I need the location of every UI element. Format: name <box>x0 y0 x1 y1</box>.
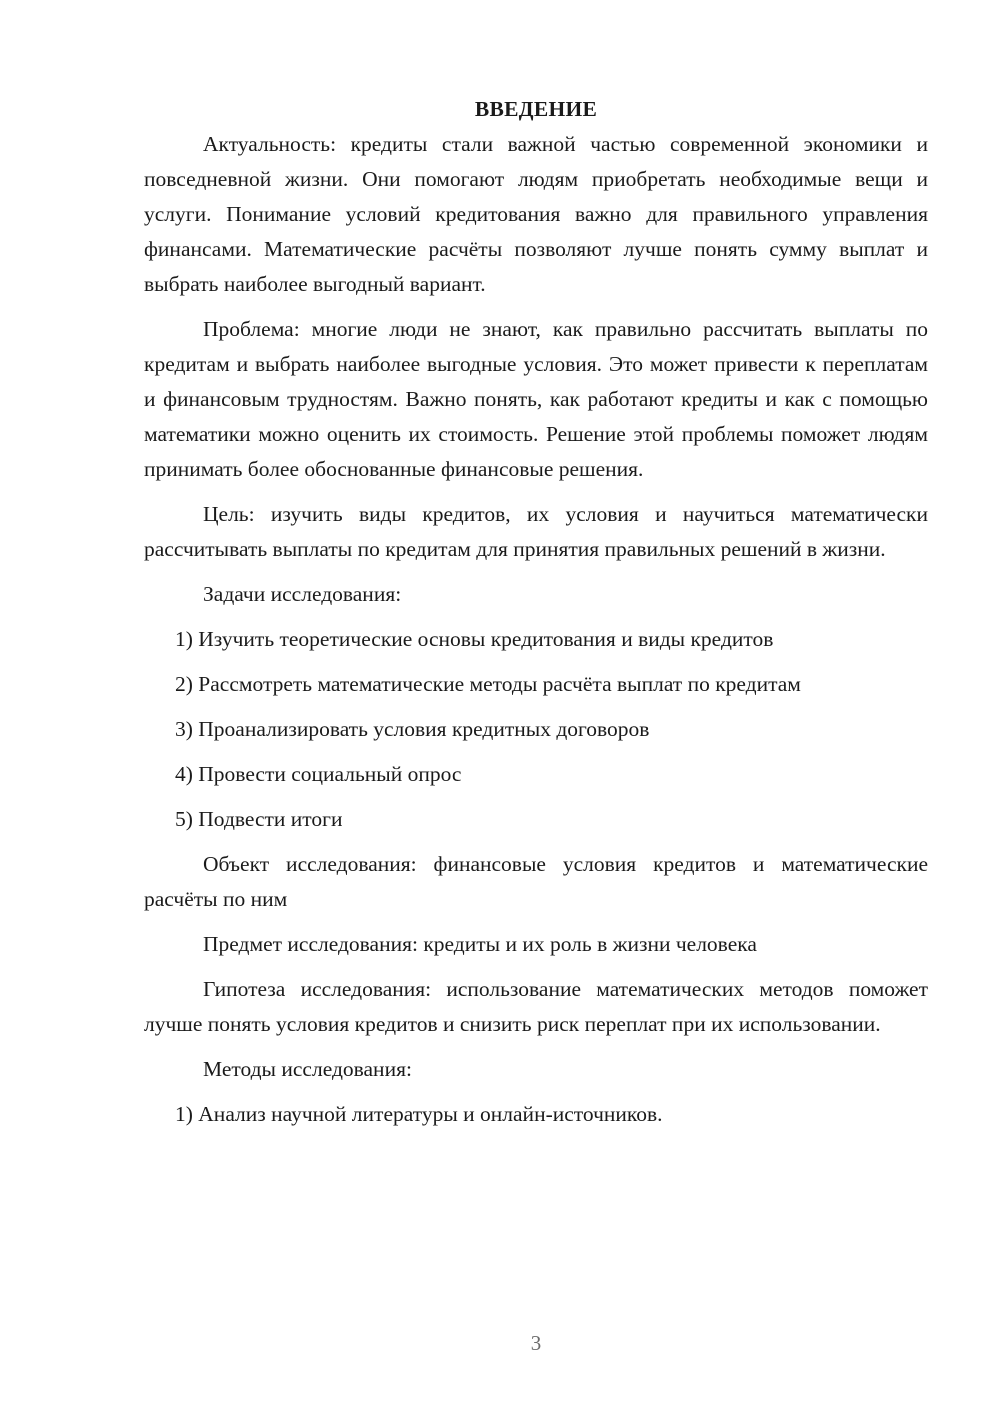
relevance-paragraph: Актуальность: кредиты стали важной частью современной экономики и повседневной жизни. Они помогают людям приобретать необходимые вещи и услуги. Понимание условий кредитования важно для правильного управления финансами. Математические расчёты позволяют лучше понять сумму выплат и выбрать наиболее выгодный вариант. <box>144 132 928 296</box>
list-item: 2) Рассмотреть математические методы расчёта выплат по кредитам <box>175 672 801 696</box>
list-item: 5) Подвести итоги <box>175 807 343 831</box>
tasks-label: Задачи исследования: <box>203 582 402 606</box>
problem-paragraph: Проблема: многие люди не знают, как правильно рассчитать выплаты по кредитам и выбрать наиболее выгодные условия. Это может привести к переплатам и финансовым трудностям. Важно понять, как работают кредиты и как с помощью математики можно оценить их стоимость. Решение этой проблемы поможет людям принимать более обоснованные финансовые решения. <box>144 317 928 481</box>
page-title: ВВЕДЕНИЕ <box>474 97 598 121</box>
hypothesis-paragraph: Гипотеза исследования: использование математических методов поможет лучше понять условия кредитов и снизить риск переплат при их использовании. <box>144 977 928 1036</box>
list-item: 1) Изучить теоретические основы кредитования и виды кредитов <box>175 627 774 651</box>
methods-list <box>144 1097 928 1132</box>
document-page <box>144 92 928 1132</box>
list-item: 3) Проанализировать условия кредитных договоров <box>175 717 650 741</box>
list-item: 4) Провести социальный опрос <box>175 762 462 786</box>
object-paragraph: Объект исследования: финансовые условия кредитов и математические расчёты по ним <box>144 852 928 911</box>
methods-label: Методы исследования: <box>203 1057 412 1081</box>
tasks-list <box>144 622 928 837</box>
goal-paragraph: Цель: изучить виды кредитов, их условия и научиться математически рассчитывать выплаты по кредитам для принятия правильных решений в жизни. <box>144 502 928 561</box>
list-item: 1) Анализ научной литературы и онлайн-источников. <box>175 1102 663 1126</box>
page-number: 3 <box>530 1331 542 1355</box>
subject-paragraph: Предмет исследования: кредиты и их роль в жизни человека <box>203 932 757 956</box>
